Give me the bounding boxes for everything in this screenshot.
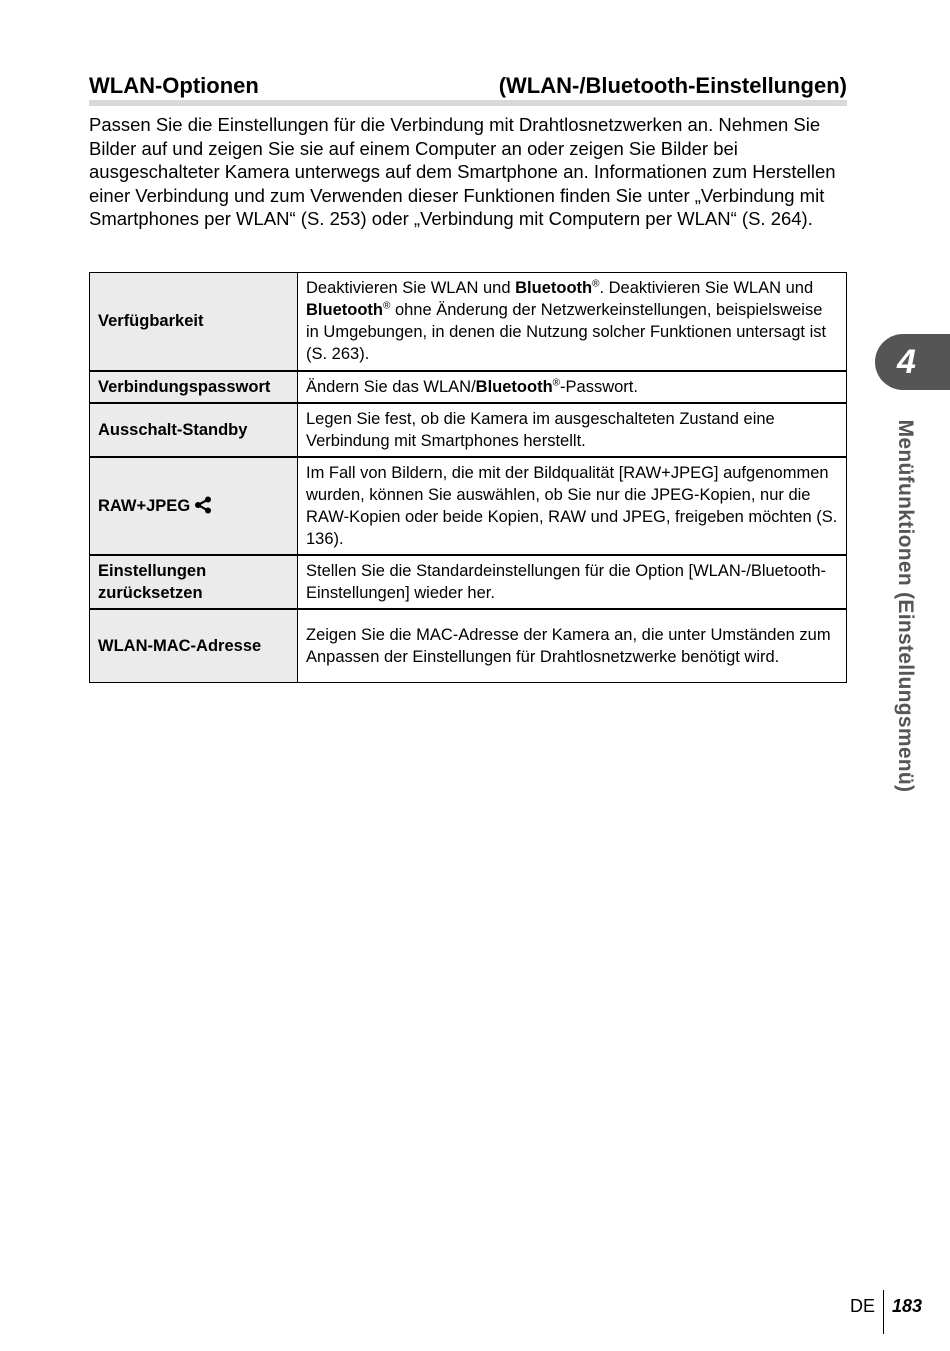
option-label	[90, 457, 298, 555]
footer-divider	[883, 1290, 884, 1334]
chapter-number: 4	[897, 343, 916, 381]
option-label: WLAN-MAC-Adresse	[90, 609, 298, 683]
option-description: Im Fall von Bildern, die mit der Bildqualität [RAW+JPEG] aufgenommen wurden, können Sie auswählen, ob Sie nur die JPEG-Kopien, nur die RAW-Kopien oder beide Kopien, RAW und JPEG, freigeben möchten (S. 136).	[298, 457, 847, 555]
table-row	[90, 273, 847, 371]
option-label-line: zurücksetzen	[98, 583, 203, 602]
option-label: Verfügbarkeit	[90, 273, 298, 371]
section-title: WLAN-Optionen	[89, 73, 259, 98]
page-number: 183	[892, 1296, 923, 1316]
section-header	[89, 72, 847, 106]
options-table	[89, 272, 847, 683]
chapter-tab	[875, 334, 950, 390]
option-label: Verbindungspasswort	[90, 371, 298, 403]
option-description: Deaktivieren Sie WLAN und Bluetooth®. Deaktivieren Sie WLAN und Bluetooth® ohne Änderung der Netzwerkeinstellungen, beispielsweise in Umgebungen, in denen die Nutzung solcher Funktionen untersagt ist (S. 263).	[298, 273, 847, 371]
option-label: Ausschalt-Standby	[90, 403, 298, 457]
table-row	[90, 371, 847, 403]
option-description: Ändern Sie das WLAN/Bluetooth®-Passwort.	[298, 371, 847, 403]
table-row	[90, 609, 847, 683]
table-row	[90, 403, 847, 457]
intro-paragraph: Passen Sie die Einstellungen für die Verbindung mit Drahtlosnetzwerken an. Nehmen Sie Bilder auf und zeigen Sie sie auf einem Computer an oder zeigen Sie Bilder bei ausgeschalteter Kamera unterwegs auf dem Smartphone an. Informationen zum Herstellen einer Verbindung und zum Verwenden dieser Funktionen finden Sie unter „Verbindung mit Smartphones per WLAN“ (S. 253) oder „Verbindung mit Computern per WLAN“ (S. 264).	[89, 114, 836, 230]
option-label-text: RAW+JPEG	[98, 496, 191, 515]
option-label	[90, 555, 298, 609]
share-icon	[194, 496, 212, 514]
option-description: Zeigen Sie die MAC-Adresse der Kamera an, die unter Umständen zum Anpassen der Einstellungen für Drahtlosnetzwerke benötigt wird.	[298, 609, 847, 683]
table-row	[90, 555, 847, 609]
table-row	[90, 457, 847, 555]
option-description: Stellen Sie die Standardeinstellungen für die Option [WLAN-/Bluetooth-Einstellungen] wieder her.	[298, 555, 847, 609]
option-description: Legen Sie fest, ob die Kamera im ausgeschalteten Zustand eine Verbindung mit Smartphones herstellt.	[298, 403, 847, 457]
menu-path-title: (WLAN-/Bluetooth-Einstellungen)	[498, 73, 847, 98]
chapter-title-vertical: Menüfunktionen (Einstellungsmenü)	[894, 419, 917, 793]
language-code: DE	[850, 1296, 876, 1316]
option-label-line: Einstellungen	[98, 561, 207, 580]
